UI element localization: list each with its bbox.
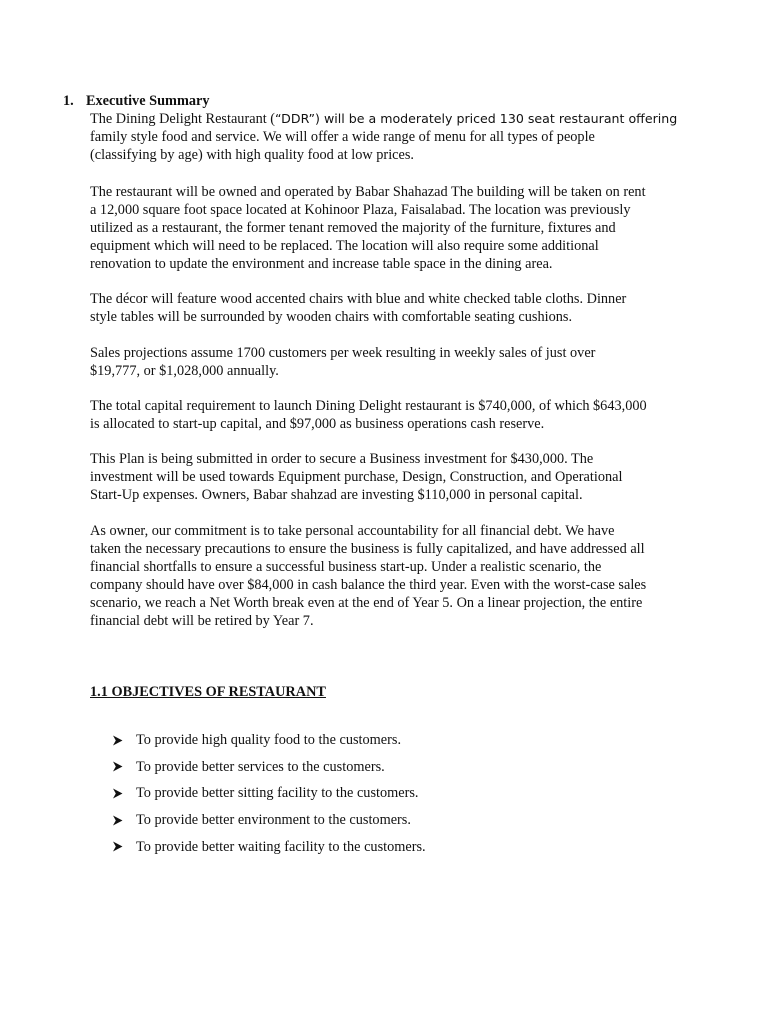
paragraph-line: renovation to update the environment and increase table space in the dining area. xyxy=(90,256,553,272)
paragraph-line: utilized as a restaurant, the former tenant removed the majority of the furniture, fixtures and xyxy=(90,220,616,236)
intro-line-1b: “DDR”) will be a moderately priced 130 seat restaurant offering xyxy=(275,111,678,126)
paragraph-line: is allocated to start-up capital, and $97,000 as business operations cash reserve. xyxy=(90,416,545,432)
paragraph-line: As owner, our commitment is to take personal accountability for all financial debt. We have xyxy=(90,523,615,539)
paragraph-line: taken the necessary precautions to ensure the business is fully capitalized, and have addressed all xyxy=(90,541,645,557)
arrowhead-bullet-icon xyxy=(112,761,123,772)
paragraph-line: scenario, we reach a Net Worth break even at the end of Year 5. On a linear projection, the entire xyxy=(90,595,643,611)
arrowhead-bullet-icon xyxy=(112,788,123,799)
list-item xyxy=(112,754,426,781)
objectives-list xyxy=(112,727,426,860)
arrowhead-bullet-icon xyxy=(112,735,123,746)
paragraph-line: The décor will feature wood accented chairs with blue and white checked table cloths. Dinner xyxy=(90,291,627,307)
paragraph-capital xyxy=(90,397,690,433)
objective-text: To provide better environment to the customers. xyxy=(136,812,411,829)
paragraph-line: This Plan is being submitted in order to secure a Business investment for $430,000. The xyxy=(90,451,594,467)
list-item xyxy=(112,780,426,807)
paragraph-line: $19,777, or $1,028,000 annually. xyxy=(90,363,279,379)
paragraph-investment xyxy=(90,450,690,504)
paragraph-line: style tables will be surrounded by wooden chairs with comfortable seating cushions. xyxy=(90,309,573,325)
paragraph-line: company should have over $84,000 in cash balance the third year. Even with the worst-case sales xyxy=(90,577,647,593)
paragraph-line: Sales projections assume 1700 customers per week resulting in weekly sales of just over xyxy=(90,345,596,361)
paragraph-line: Start-Up expenses. Owners, Babar shahzad are investing $110,000 in personal capital. xyxy=(90,487,583,503)
objectives-heading: 1.1 OBJECTIVES OF RESTAURANT xyxy=(90,684,326,700)
paragraph-ownership xyxy=(90,183,690,273)
paragraph-decor xyxy=(90,290,690,326)
paragraph-intro xyxy=(90,110,690,164)
paragraph-line: The total capital requirement to launch Dining Delight restaurant is $740,000, of which $643,000 xyxy=(90,398,647,414)
paragraph-line: financial debt will be retired by Year 7. xyxy=(90,613,314,629)
arrowhead-bullet-icon xyxy=(112,841,123,852)
paragraph-commitment xyxy=(90,522,690,630)
list-item xyxy=(112,807,426,834)
paragraph-line: equipment which will need to be replaced. The location will also require some additional xyxy=(90,238,599,254)
objective-text: To provide better services to the customers. xyxy=(136,758,385,775)
executive-summary-heading xyxy=(63,92,210,110)
paragraph-line: a 12,000 square foot space located at Kohinoor Plaza, Faisalabad. The location was previously xyxy=(90,202,631,218)
paragraph-line: family style food and service. We will offer a wide range of menu for all types of people xyxy=(90,129,595,145)
paragraph-sales xyxy=(90,344,690,380)
intro-line-1a: The Dining Delight Restaurant ( xyxy=(90,111,276,127)
objective-text: To provide better sitting facility to the customers. xyxy=(136,785,419,802)
objective-text: To provide high quality food to the customers. xyxy=(136,732,402,749)
paragraph-line: (classifying by age) with high quality food at low prices. xyxy=(90,147,414,163)
paragraph-line: investment will be used towards Equipment purchase, Design, Construction, and Operational xyxy=(90,469,623,485)
section-number: 1. xyxy=(63,93,74,109)
paragraph-line: financial shortfalls to ensure a successful business start-up. Under a realistic scenario, the xyxy=(90,559,602,575)
arrowhead-bullet-icon xyxy=(112,815,123,826)
objective-text: To provide better waiting facility to the customers. xyxy=(136,838,426,855)
paragraph-line: The restaurant will be owned and operated by Babar Shahazad The building will be taken on rent xyxy=(90,184,646,200)
section-title: Executive Summary xyxy=(86,93,210,109)
list-item xyxy=(112,833,426,860)
list-item xyxy=(112,727,426,754)
paragraph-line xyxy=(90,110,690,128)
